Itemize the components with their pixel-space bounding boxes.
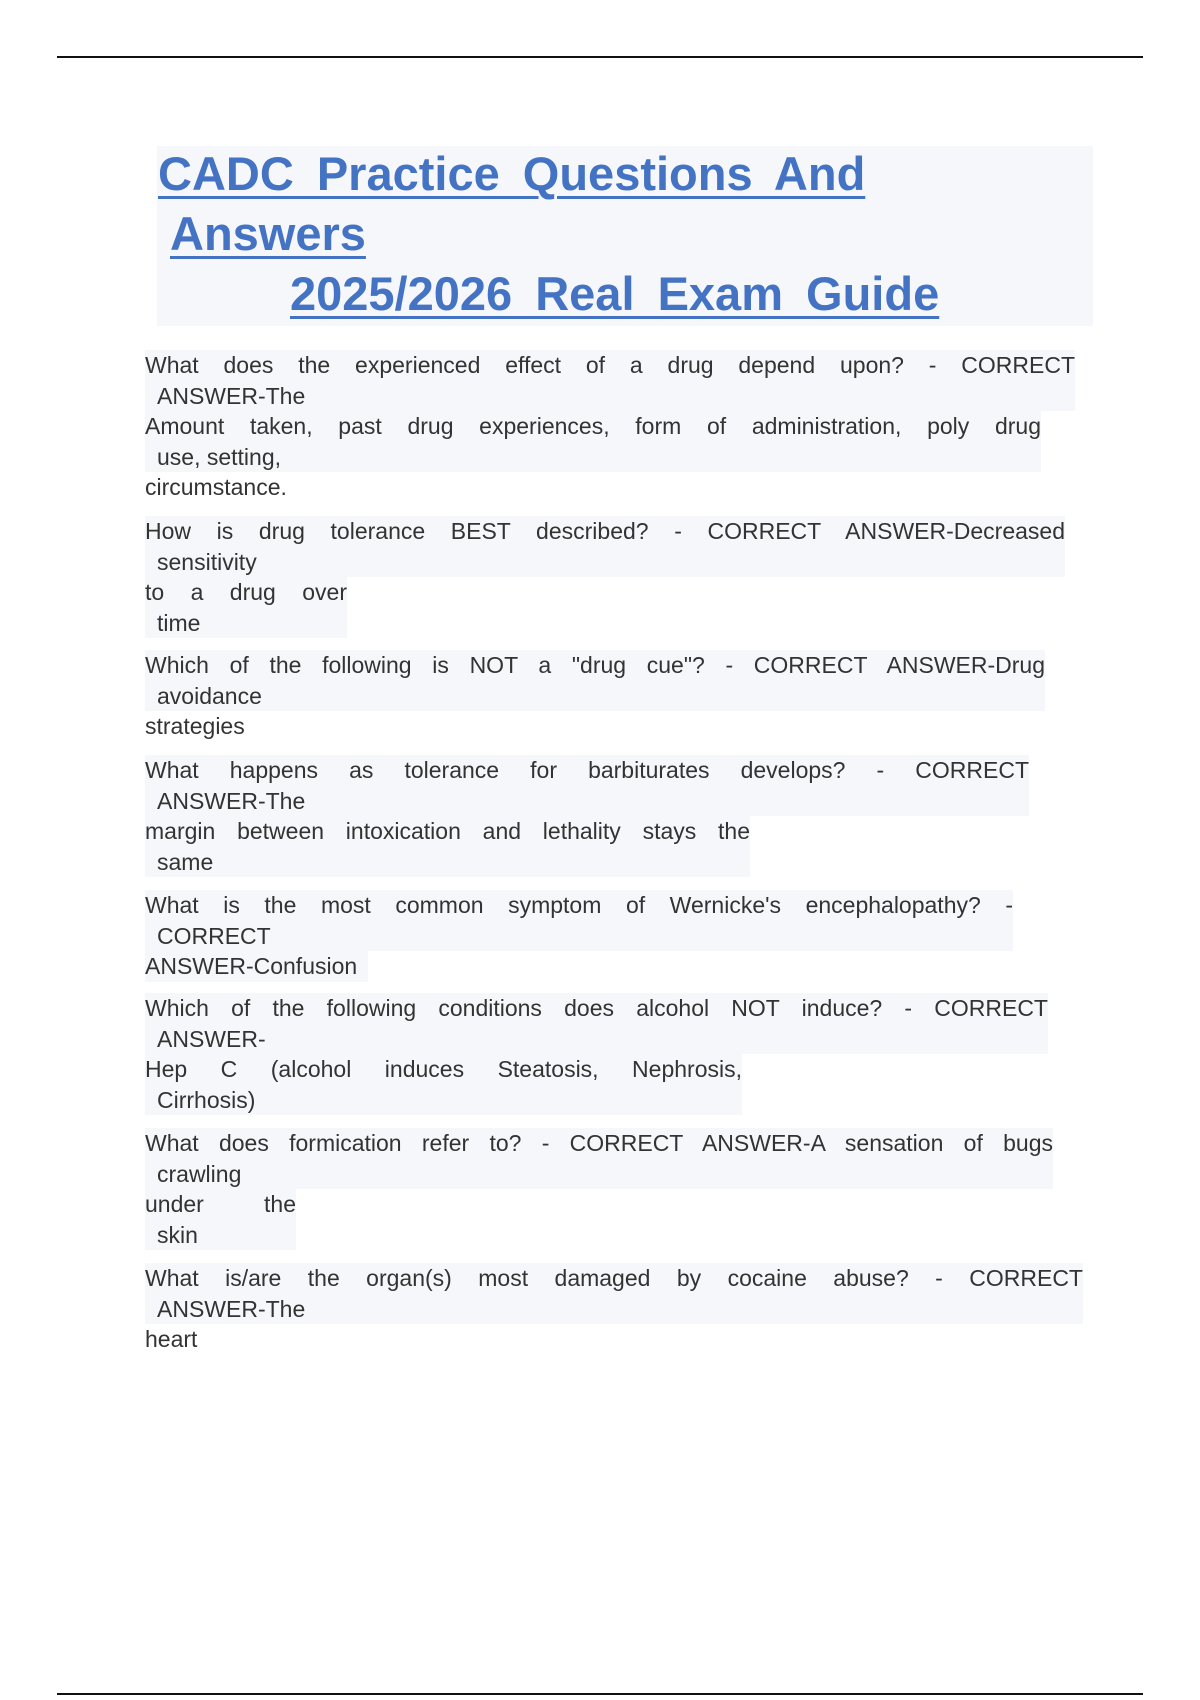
qa-question: Which of the following conditions does alcohol NOT induce? - CORRECT [145,995,1048,1021]
qa-item [145,516,1075,638]
qa-answer: heart [145,1326,198,1352]
qa-item [145,993,1075,1115]
qa-question-block [145,650,1045,711]
qa-answer: to a drug over [145,579,347,605]
qa-answer: time [157,609,201,636]
qa-answer: use, setting, [157,443,282,470]
qa-answer: under the [145,1191,296,1217]
qa-question-block [145,1263,1083,1324]
qa-answer-start: ANSWER-The [157,1295,306,1322]
qa-question: What happens as tolerance for barbiturates develops? - CORRECT [145,757,1029,783]
qa-answer: Cirrhosis) [157,1086,256,1113]
qa-answer: Hep C (alcohol induces Steatosis, Nephrosis, [145,1056,742,1082]
qa-question-block [145,993,1048,1054]
qa-question-block [145,516,1065,577]
title-line-2[interactable]: Answers [170,207,366,260]
qa-question: What is the most common symptom of Wernicke's encephalopathy? - [145,892,1013,918]
qa-item [145,350,1075,503]
qa-answer-start: sensitivity [157,548,257,575]
qa-answer-block [145,816,750,877]
qa-answer-start: ANSWER-The [157,382,306,409]
qa-answer: strategies [145,713,245,739]
qa-question: Which of the following is NOT a "drug cue"? - CORRECT ANSWER-Drug [145,652,1045,678]
title-line-1[interactable]: CADC Practice Questions And [158,147,866,200]
qa-answer: same [157,848,214,875]
title-line-3[interactable]: 2025/2026 Real Exam Guide [290,267,940,320]
qa-answer-start: ANSWER- [157,1025,266,1052]
qa-item [145,1128,1075,1250]
bottom-rule [57,1693,1143,1695]
qa-answer: margin between intoxication and lethality stays the [145,818,750,844]
qa-question: What does the experienced effect of a drug depend upon? - CORRECT [145,352,1075,378]
qa-item [145,650,1075,742]
qa-answer-block [145,411,1041,472]
qa-answer: circumstance. [145,474,287,500]
qa-item [145,755,1075,877]
qa-answer-block [145,1054,742,1115]
qa-answer-start: CORRECT [157,922,271,949]
qa-item [145,1263,1083,1355]
qa-question-block [145,890,1013,951]
qa-answer: skin [157,1221,198,1248]
qa-answer: Amount taken, past drug experiences, form of administration, poly drug [145,413,1041,439]
qa-answer: ANSWER-Confusion [145,951,368,982]
qa-question: What does formication refer to? - CORRECT ANSWER-A sensation of bugs [145,1130,1053,1156]
qa-answer-start: crawling [157,1160,242,1187]
qa-answer-block [145,1189,296,1250]
qa-answer-block [145,577,347,638]
qa-answer-start: avoidance [157,682,262,709]
qa-question-block [145,1128,1053,1189]
qa-answer-start: ANSWER-The [157,787,306,814]
qa-question: How is drug tolerance BEST described? - CORRECT ANSWER-Decreased [145,518,1065,544]
qa-question-block [145,755,1029,816]
qa-question: What is/are the organ(s) most damaged by cocaine abuse? - CORRECT [145,1265,1083,1291]
qa-question-block [145,350,1075,411]
top-rule [57,56,1143,58]
qa-item [145,890,1075,982]
